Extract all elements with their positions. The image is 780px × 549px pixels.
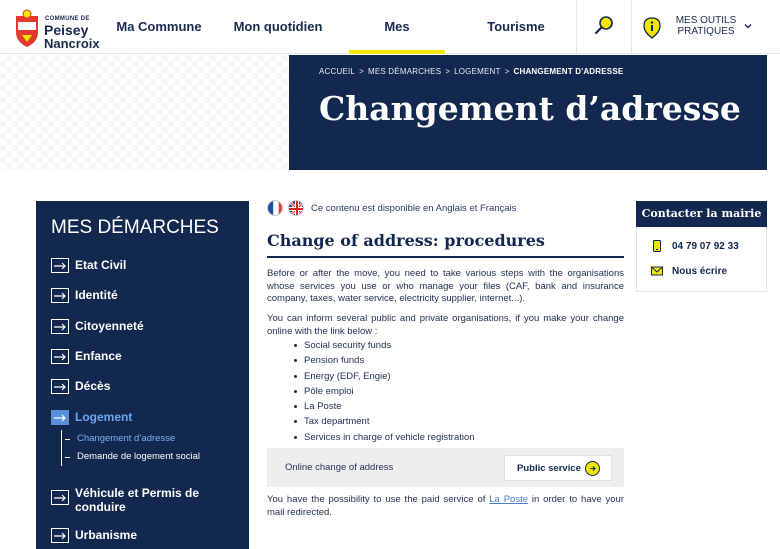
sidebar-item-label: Citoyenneté <box>75 319 144 333</box>
search-icon <box>594 15 614 35</box>
list-item: La Poste <box>304 399 475 414</box>
sidebar-subitem-changement-adresse[interactable]: Changement d’adresse <box>62 430 200 448</box>
organisations-list <box>304 338 475 445</box>
tools-label: MES OUTILS PRATIQUES <box>675 15 737 37</box>
la-poste-link[interactable]: La Poste <box>489 494 529 505</box>
breadcrumb-logement[interactable]: LOGEMENT <box>454 67 501 76</box>
logo-name-line2: Nancroix <box>44 36 100 51</box>
sidebar-item-label: Logement <box>75 410 133 424</box>
list-item: Pôle emploi <box>304 384 475 399</box>
sidebar-item-label: Etat Civil <box>75 258 127 272</box>
language-note: Ce contenu est disponible en Anglais et Français <box>311 202 517 214</box>
contact-box-title: Contacter la mairie <box>636 201 767 227</box>
public-service-button-label: Public service <box>517 463 581 474</box>
breadcrumb-demarches[interactable]: MES DÉMARCHES <box>367 67 442 76</box>
sidebar-item-label: Enfance <box>75 349 122 363</box>
contact-box <box>636 227 767 292</box>
page-hero-banner <box>289 55 767 170</box>
info-pin-icon <box>643 17 661 39</box>
nav-ma-commune[interactable]: Ma Commune <box>116 19 202 34</box>
chevron-down-icon <box>743 21 753 31</box>
intro-paragraph: Before or after the move, you need to take various steps with the organisations whose services you use or who manage your files (CAF, bank and insurance company, taxes, water service, electricity supplier, internet...). <box>267 268 624 304</box>
list-item: Social security funds <box>304 338 475 353</box>
sidebar-item-etat-civil[interactable] <box>51 258 126 273</box>
public-service-button[interactable] <box>504 455 612 481</box>
contact-email[interactable] <box>651 265 727 277</box>
redirect-text-before: You have the possibility to use the paid service of <box>267 494 490 505</box>
arrow-right-icon <box>51 410 69 425</box>
logo-prefix: COMMUNE DE <box>45 16 90 22</box>
service-label: Online change of address <box>285 462 394 473</box>
sidebar-subitem-logement-social[interactable]: Demande de logement social <box>62 448 200 466</box>
french-flag-icon[interactable] <box>267 200 283 216</box>
commune-logo[interactable] <box>12 4 104 52</box>
email-label: Nous écrire <box>672 265 728 277</box>
arrow-right-icon <box>51 349 69 364</box>
uk-flag-icon[interactable] <box>288 200 304 216</box>
list-item: Services in charge of vehicle registration <box>304 430 475 445</box>
sidebar-navigation <box>36 201 249 549</box>
sidebar-item-vehicule[interactable] <box>51 486 231 514</box>
arrow-right-icon <box>51 379 69 394</box>
info-paragraph: You can inform several public and private organisations, if you make your change online with the link below : <box>267 313 624 337</box>
list-item: Tax department <box>304 414 475 429</box>
arrow-right-icon <box>51 258 69 273</box>
contact-phone[interactable] <box>651 240 739 252</box>
search-button[interactable] <box>576 0 631 54</box>
redirect-text-after: in order to have your mail redirected. <box>267 494 624 518</box>
tools-menu-button[interactable] <box>631 0 780 54</box>
content-title: Change of address: procedures <box>267 231 624 258</box>
sidebar-item-deces[interactable] <box>51 379 110 394</box>
phone-icon <box>651 240 663 252</box>
list-item: Pension funds <box>304 353 475 368</box>
crest-icon <box>14 8 40 48</box>
arrow-right-icon <box>51 528 69 543</box>
top-navigation-bar <box>0 0 780 54</box>
sidebar-item-urbanisme[interactable] <box>51 528 137 543</box>
arrow-right-icon <box>51 319 69 334</box>
nav-mes-demarches[interactable]: Mes <box>349 0 445 54</box>
sidebar-item-enfance[interactable] <box>51 349 122 364</box>
redirect-paragraph <box>267 494 624 519</box>
page-title: Changement d’adresse <box>319 89 741 128</box>
nav-tourisme[interactable]: Tourisme <box>487 19 545 34</box>
logo-name-line1: Peisey <box>44 22 89 38</box>
language-availability <box>267 200 516 216</box>
phone-number: 04 79 07 92 33 <box>672 240 739 252</box>
list-item: Energy (EDF, Engie) <box>304 369 475 384</box>
sidebar-title: MES DÉMARCHES <box>51 217 219 238</box>
sidebar-item-identite[interactable] <box>51 288 118 303</box>
sidebar-sublist <box>61 430 200 466</box>
sidebar-item-label: Identité <box>75 288 118 302</box>
nav-mon-quotidien[interactable]: Mon quotidien <box>233 19 323 34</box>
sidebar-item-label: Décès <box>75 379 111 393</box>
breadcrumb-home[interactable]: ACCUEIL <box>319 67 356 76</box>
arrow-right-icon <box>51 288 69 303</box>
sidebar-item-label: Urbanisme <box>75 528 138 542</box>
hero-pattern-background <box>0 55 289 170</box>
envelope-icon <box>651 265 663 277</box>
breadcrumb-current: CHANGEMENT D'ADRESSE <box>513 67 624 76</box>
online-service-box <box>267 448 624 487</box>
sidebar-item-logement[interactable] <box>51 410 132 425</box>
arrow-right-icon <box>51 490 69 505</box>
sidebar-item-label: Véhicule et Permis de conduire <box>75 486 200 514</box>
breadcrumb: ACCUEIL > MES DÉMARCHES > LOGEMENT > CHANGEMENT D'ADRESSE <box>319 67 624 76</box>
external-link-icon <box>585 461 600 476</box>
sidebar-item-citoyennete[interactable] <box>51 319 144 334</box>
